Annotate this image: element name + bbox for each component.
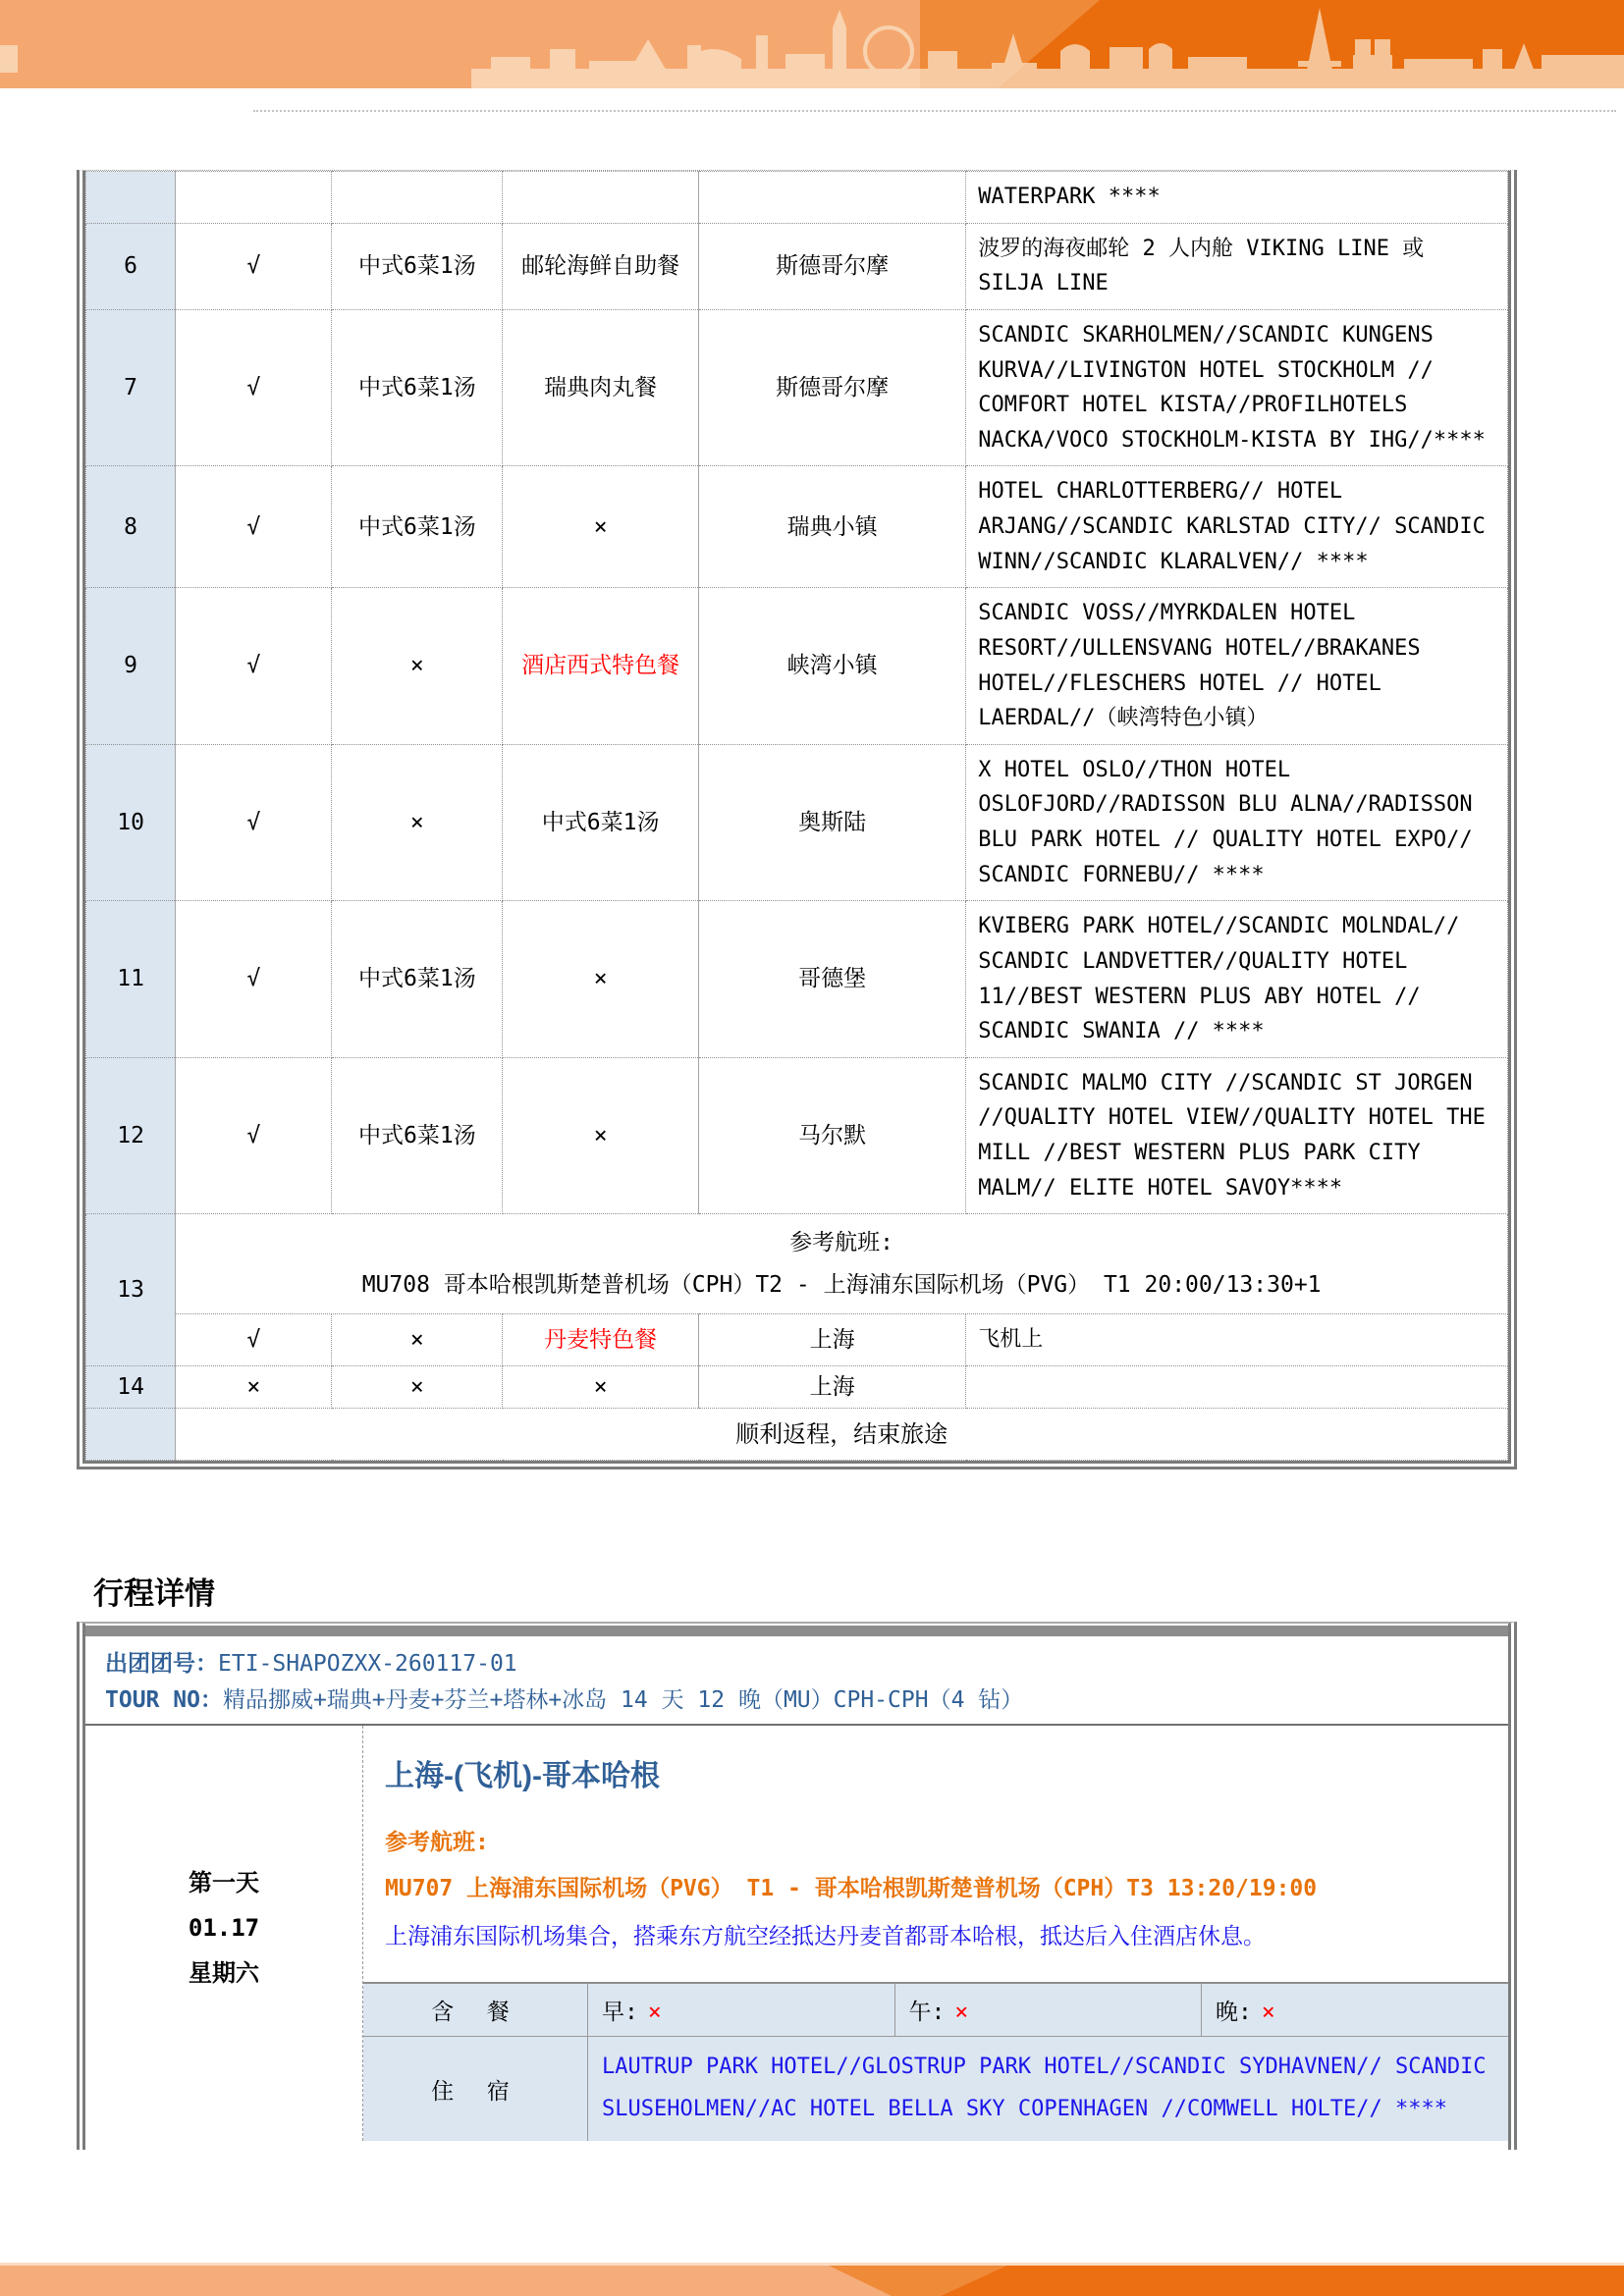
table-row-day13-meals [86, 1314, 1508, 1366]
hotel-row [363, 2037, 1508, 2141]
group-number-row [85, 1636, 1508, 1680]
breakfast-cell: × [176, 1365, 332, 1409]
city-cell: 马尔默 [699, 1057, 966, 1214]
day1-date: 01.17 [188, 1914, 260, 1942]
lunch-cell: 中式6菜1汤 [332, 223, 503, 309]
flight-info-cell [176, 1214, 1508, 1314]
table-row-day6 [86, 223, 1508, 309]
day-cell: 9 [86, 588, 176, 745]
hotel-list: LAUTRUP PARK HOTEL//GLOSTRUP PARK HOTEL//SCANDIC SYDHAVNEN// SCANDIC SLUSEHOLMEN//AC HOTEL BELLA SKY COPENHAGEN //COMWELL HOLTE// **** [588, 2037, 1509, 2141]
day-cell: 12 [86, 1057, 176, 1214]
hotel-cell: HOTEL CHARLOTTERBERG// HOTEL ARJANG//SCANDIC KARLSTAD CITY// SCANDIC WINN//SCANDIC KLARALVEN// **** [966, 466, 1508, 588]
city-skyline-banner-graphic [0, 0, 1624, 88]
header-banner [0, 0, 1624, 88]
city-cell: 哥德堡 [699, 901, 966, 1058]
dinner-cell-special: 丹麦特色餐 [503, 1314, 699, 1366]
group-number-value: ETI-SHAPOZXX-260117-01 [218, 1651, 517, 1677]
detail-box [77, 1622, 1517, 2150]
dinner-cell: × [503, 466, 699, 588]
dinner-cell: × [503, 1365, 699, 1409]
day1-label-column [85, 1726, 363, 2141]
hotel-cell: X HOTEL OSLO//THON HOTEL OSLOFJORD//RADISSON BLU ALNA//RADISSON BLU PARK HOTEL // QUALITY HOTEL EXPO// SCANDIC FORNEBU// **** [966, 744, 1508, 901]
table-row-day7 [86, 309, 1508, 466]
table-row-day12 [86, 1057, 1508, 1214]
dinner-cell: 中式6菜1汤 [503, 744, 699, 901]
dinner-cell: 邮轮海鲜自助餐 [503, 223, 699, 309]
lunch-status: 午: × [894, 1983, 1202, 2037]
breakfast-cell: √ [176, 901, 332, 1058]
lunch-cell: × [332, 588, 503, 745]
dinner-cell-special: 酒店西式特色餐 [503, 588, 699, 745]
lunch-cell: 中式6菜1汤 [332, 309, 503, 466]
breakfast-cell: √ [176, 466, 332, 588]
dinner-cell: × [503, 1057, 699, 1214]
table-row-day9 [86, 588, 1508, 745]
breakfast-cell: √ [176, 1057, 332, 1214]
lunch-cell: × [332, 744, 503, 901]
city-cell: 峡湾小镇 [699, 588, 966, 745]
tour-number-row [85, 1680, 1508, 1724]
day1-weekday: 星期六 [189, 1959, 259, 1987]
day1-flight-ref-label: 参考航班: [385, 1830, 489, 1855]
hotel-cell: 飞机上 [966, 1314, 1508, 1366]
hotel-cell: SCANDIC MALMO CITY //SCANDIC ST JORGEN //QUALITY HOTEL VIEW//QUALITY HOTEL THE MILL //BEST WESTERN PLUS PARK CITY MALM// ELITE HOTEL SAVOY**** [966, 1057, 1508, 1214]
day-cell: 8 [86, 466, 176, 588]
breakfast-x: × [647, 2000, 662, 2026]
hotel-cell: SCANDIC SKARHOLMEN//SCANDIC KUNGENS KURVA//LIVINGTON HOTEL STOCKHOLM // COMFORT HOTEL KISTA//PROFILHOTELS NACKA/VOCO STOCKHOLM-KISTA BY IHG//**** [966, 309, 1508, 466]
table-row-day10 [86, 744, 1508, 901]
hotel-cell [966, 1365, 1508, 1409]
tour-number-label: TOUR NO： [105, 1687, 223, 1713]
dinner-cell: × [503, 901, 699, 1058]
lunch-cell: 中式6菜1汤 [332, 466, 503, 588]
schedule-table-container [77, 170, 1517, 1469]
day-cell: 13 [86, 1214, 176, 1366]
group-number-label: 出团团号： [105, 1651, 218, 1677]
breakfast-cell: √ [176, 588, 332, 745]
meals-label: 含 餐 [363, 1983, 588, 2037]
meals-row [363, 1983, 1508, 2037]
hotel-cell: SCANDIC VOSS//MYRKDALEN HOTEL RESORT//ULLENSVANG HOTEL//BRAKANES HOTEL//FLESCHERS HOTEL // HOTEL LAERDAL//（峡湾特色小镇） [966, 588, 1508, 745]
closing-cell: 顺利返程，结束旅途 [176, 1409, 1508, 1461]
city-cell: 瑞典小镇 [699, 466, 966, 588]
day-cell [86, 1409, 176, 1461]
breakfast-cell: √ [176, 1314, 332, 1366]
box-top-bar [85, 1626, 1508, 1636]
lunch-cell: 中式6菜1汤 [332, 1057, 503, 1214]
city-cell: 斯德哥尔摩 [699, 223, 966, 309]
schedule-table [85, 171, 1508, 1461]
table-row-day13-flight [86, 1214, 1508, 1314]
dinner-cell: 瑞典肉丸餐 [503, 309, 699, 466]
table-row-closing [86, 1409, 1508, 1461]
hotel-cell: WATERPARK **** [966, 172, 1508, 224]
tour-number-value: 精品挪威+瑞典+丹麦+芬兰+塔林+冰岛 14 天 12 晚（MU）CPH-CPH（4 钻） [222, 1687, 1024, 1713]
day-cell: 7 [86, 309, 176, 466]
day1-flight-line: MU707 上海浦东国际机场（PVG） T1 - 哥本哈根凯斯楚普机场（CPH）T3 13:20/19:00 [385, 1876, 1318, 1901]
dinner-x: × [1261, 2000, 1275, 2026]
header-rule [253, 110, 1616, 112]
breakfast-cell: √ [176, 223, 332, 309]
day1-meal-hotel-table [363, 1982, 1508, 2141]
day1-row [85, 1726, 1508, 2141]
hotel-cell: KVIBERG PARK HOTEL//SCANDIC MOLNDAL// SCANDIC LANDVETTER//QUALITY HOTEL 11//BEST WESTERN PLUS ABY HOTEL // SCANDIC SWANIA // **** [966, 901, 1508, 1058]
table-row-day8 [86, 466, 1508, 588]
day-cell: 10 [86, 744, 176, 901]
day-cell: 14 [86, 1365, 176, 1409]
day-cell [86, 172, 176, 224]
day1-description: 上海浦东国际机场集合，搭乘东方航空经抵达丹麦首都哥本哈根，抵达后入住酒店休息。 [385, 1923, 1266, 1949]
day-cell: 6 [86, 223, 176, 309]
lunch-cell: 中式6菜1汤 [332, 901, 503, 1058]
city-cell: 上海 [699, 1365, 966, 1409]
day-cell: 11 [86, 901, 176, 1058]
day1-content [363, 1726, 1508, 2141]
table-row-day14 [86, 1365, 1508, 1409]
section-heading: 行程详情 [93, 1576, 215, 1611]
breakfast-cell: √ [176, 309, 332, 466]
footer-graphic [0, 2263, 1624, 2296]
lunch-cell: × [332, 1314, 503, 1366]
table-row-day11 [86, 901, 1508, 1058]
breakfast-cell: √ [176, 744, 332, 901]
flight-number-line: MU708 哥本哈根凯斯楚普机场（CPH）T2 - 上海浦东国际机场（PVG） T1 20:00/13:30+1 [361, 1271, 1322, 1298]
hotel-label: 住 宿 [363, 2037, 588, 2141]
city-cell: 上海 [699, 1314, 966, 1366]
table-row-carryover [86, 172, 1508, 224]
flight-ref-label: 参考航班: [789, 1230, 894, 1256]
city-cell: 奥斯陆 [699, 744, 966, 901]
hotel-cell: 波罗的海夜邮轮 2 人内舱 VIKING LINE 或 SILJA LINE [966, 223, 1508, 309]
day1-label: 第一天 [189, 1869, 259, 1896]
lunch-x: × [954, 2000, 969, 2026]
breakfast-status: 早: × [588, 1983, 895, 2037]
footer-banner [0, 2263, 1624, 2296]
city-cell: 斯德哥尔摩 [699, 309, 966, 466]
day1-title: 上海-(飞机)-哥本哈根 [385, 1760, 660, 1792]
dinner-status: 晚: × [1202, 1983, 1509, 2037]
lunch-cell: × [332, 1365, 503, 1409]
